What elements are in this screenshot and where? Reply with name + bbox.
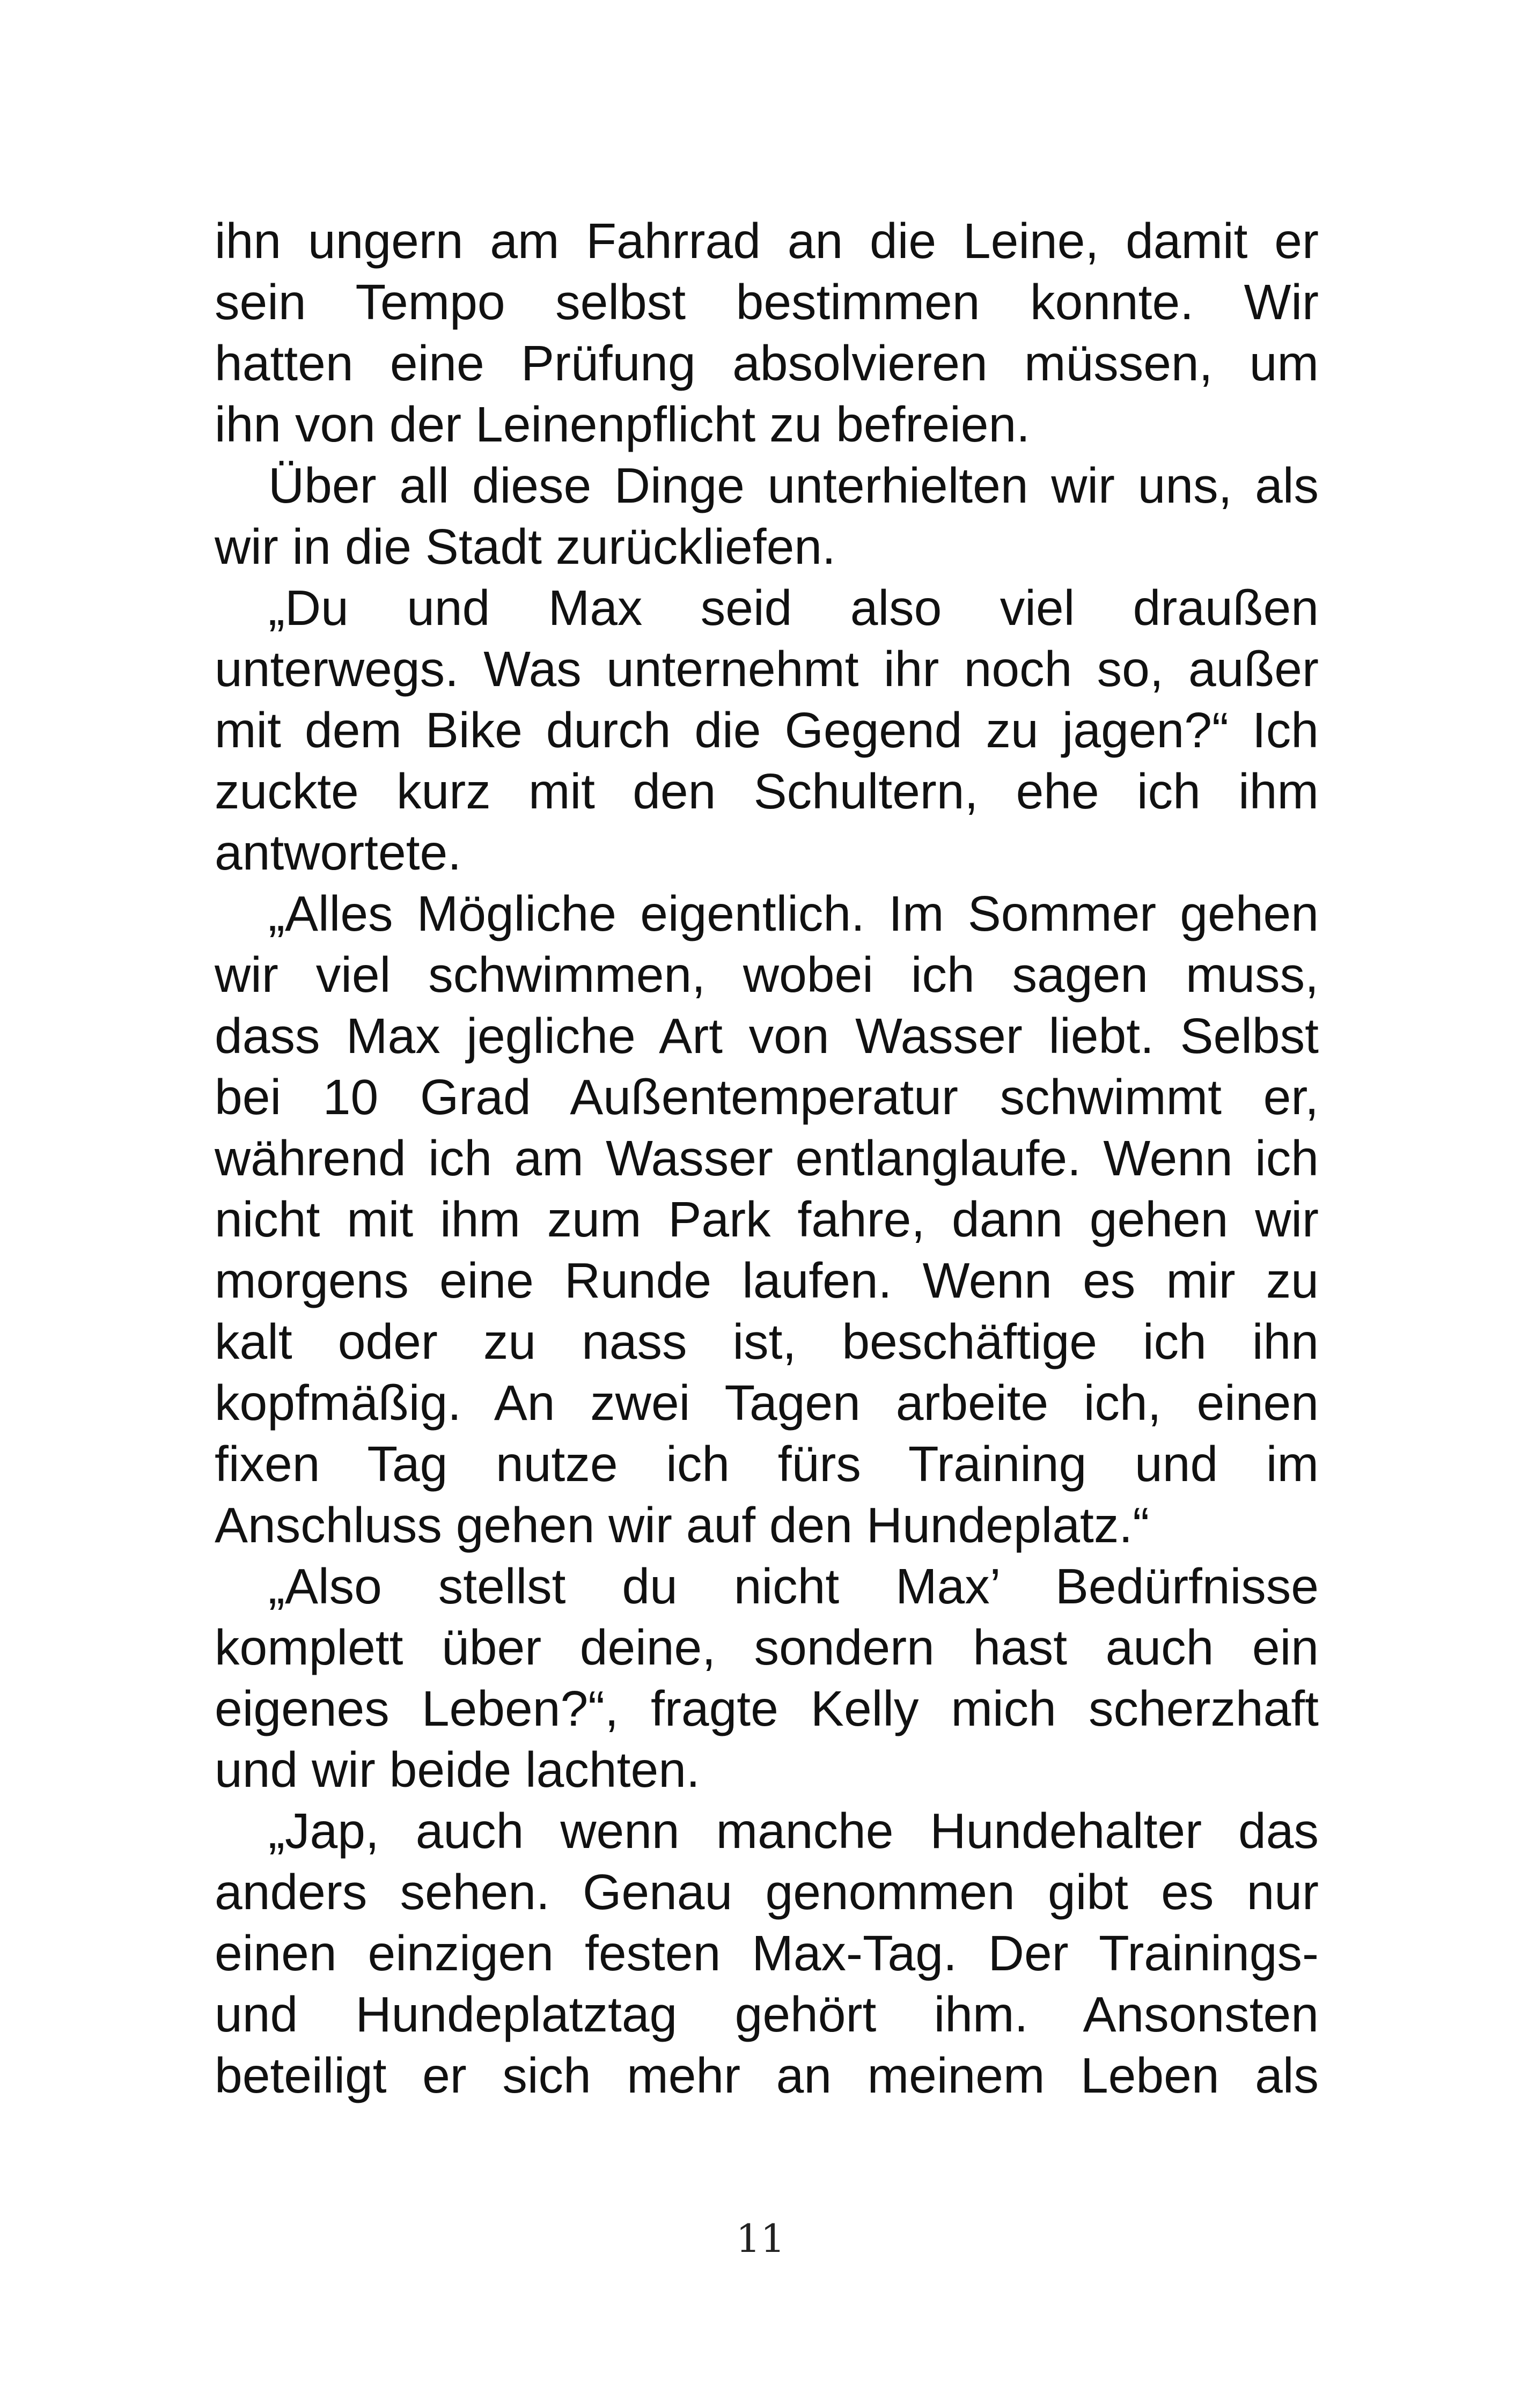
page-number: 11 (736, 2216, 785, 2261)
text-line: wir in die Stadt zurückliefen. (215, 519, 836, 575)
text-line: kopfmäßig. An zwei Tagen arbeite ich, einen (215, 1375, 1319, 1431)
text-line: Anschluss gehen wir auf den Hundeplatz.“ (215, 1497, 1150, 1553)
text-line: und Hundeplatztag gehört ihm. Ansonsten (215, 1986, 1319, 2042)
text-line: antwortete. (215, 824, 462, 880)
text-line: anders sehen. Genau genommen gibt es nur (215, 1864, 1319, 1920)
text-line: mit dem Bike durch die Gegend zu jagen?“ Ich (215, 702, 1319, 758)
text-line: unterwegs. Was unternehmt ihr noch so, außer (215, 641, 1319, 697)
text-line: Über all diese Dinge unterhielten wir uns, als (268, 458, 1319, 513)
body-text (215, 210, 1319, 2106)
text-line: sein Tempo selbst bestimmen konnte. Wir (215, 274, 1319, 330)
text-line: während ich am Wasser entlanglaufe. Wenn ich (215, 1130, 1319, 1186)
text-line: wir viel schwimmen, wobei ich sagen muss, (215, 947, 1319, 1003)
text-line: fixen Tag nutze ich fürs Training und im (215, 1436, 1319, 1492)
text-line: „Jap, auch wenn manche Hundehalter das (268, 1803, 1319, 1859)
text-line: dass Max jegliche Art von Wasser liebt. Selbst (215, 1008, 1319, 1064)
text-line: und wir beide lachten. (215, 1742, 700, 1798)
text-line: bei 10 Grad Außentemperatur schwimmt er, (215, 1069, 1319, 1125)
text-line: zuckte kurz mit den Schultern, ehe ich ihm (215, 763, 1319, 819)
text-line: „Also stellst du nicht Max’ Bedürfnisse (268, 1558, 1319, 1614)
text-line: morgens eine Runde laufen. Wenn es mir zu (215, 1253, 1319, 1308)
text-line: komplett über deine, sondern hast auch ein (215, 1619, 1319, 1675)
text-line: eigenes Leben?“, fragte Kelly mich scherzhaft (215, 1681, 1319, 1736)
text-line: hatten eine Prüfung absolvieren müssen, um (215, 335, 1319, 391)
text-line: „Du und Max seid also viel draußen (268, 580, 1319, 636)
text-line: nicht mit ihm zum Park fahre, dann gehen wir (215, 1191, 1319, 1247)
text-line: kalt oder zu nass ist, beschäftige ich ihn (215, 1314, 1319, 1369)
text-line: ihn von der Leinenpflicht zu befreien. (215, 396, 1031, 452)
text-line: einen einzigen festen Max-Tag. Der Trainings- (215, 1925, 1319, 1981)
text-line: „Alles Mögliche eigentlich. Im Sommer gehen (268, 886, 1319, 941)
text-line: beteiligt er sich mehr an meinem Leben als (215, 2048, 1319, 2103)
text-line: ihn ungern am Fahrrad an die Leine, damit er (215, 213, 1319, 269)
